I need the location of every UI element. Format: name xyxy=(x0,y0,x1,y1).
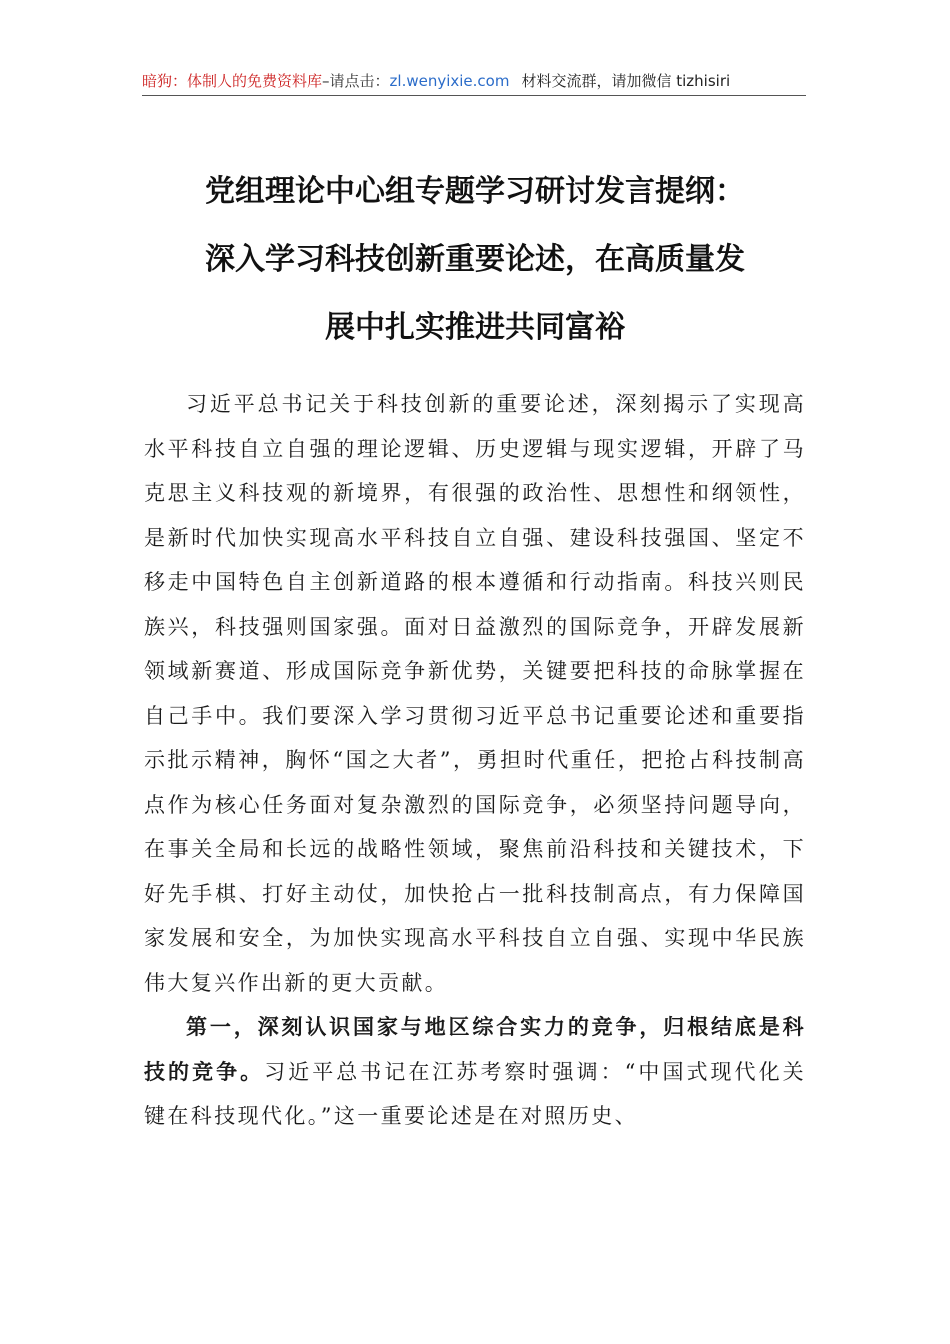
document-title xyxy=(130,158,820,362)
document-body xyxy=(144,382,806,1139)
intro-paragraph: 习近平总书记关于科技创新的重要论述，深刻揭示了实现高水平科技自立自强的理论逻辑、历史逻辑与现实逻辑，开辟了马克思主义科技观的新境界，有很强的政治性、思想性和纲领性，是新时代加快实现高水平科技自立自强、建设科技强国、坚定不移走中国特色自主创新道路的根本遵循和行动指南。科技兴则民族兴，科技强则国家强。面对日益激烈的国际竞争，开辟发展新领域新赛道、形成国际竞争新优势，关键要把科技的命脉掌握在自己手中。我们要深入学习贯彻习近平总书记重要论述和重要指示批示精神，胸怀“国之大者”，勇担时代重任，把抢占科技制高点作为核心任务面对复杂激烈的国际竞争，必须坚持问题导向，在事关全局和长远的战略性领域，聚焦前沿科技和关键技术，下好先手棋、打好主动仗，加快抢占一批科技制高点，有力保障国家发展和安全，为加快实现高水平科技自立自强、实现中华民族伟大复兴作出新的更大贡献。 xyxy=(144,392,806,995)
title-line-3: 展中扎实推进共同富裕 xyxy=(325,310,625,345)
title-line-2: 深入学习科技创新重要论述，在高质量发 xyxy=(205,242,745,277)
header-link[interactable]: zl.wenyixie.com xyxy=(389,72,510,90)
header-prompt: –请点击： xyxy=(322,72,390,90)
title-line-1: 党组理论中心组专题学习研讨发言提纲： xyxy=(205,174,745,209)
header-brand: 暗狗：体制人的免费资料库 xyxy=(142,72,323,90)
header-contact: 材料交流群，请加微信 tizhisiri xyxy=(521,72,731,90)
section-one-paragraph xyxy=(144,1005,806,1139)
section-one-heading: 第一，深刻认识国家与地区综合实力的竞争，归根结底是科技的竞争。 xyxy=(144,1014,806,1084)
header-divider xyxy=(142,95,806,96)
section-one-text: 习近平总书记在江苏考察时强调：“中国式现代化关键在科技现代化。”这一重要论述是在对照历史、 xyxy=(144,1059,807,1128)
page-header xyxy=(142,68,806,94)
